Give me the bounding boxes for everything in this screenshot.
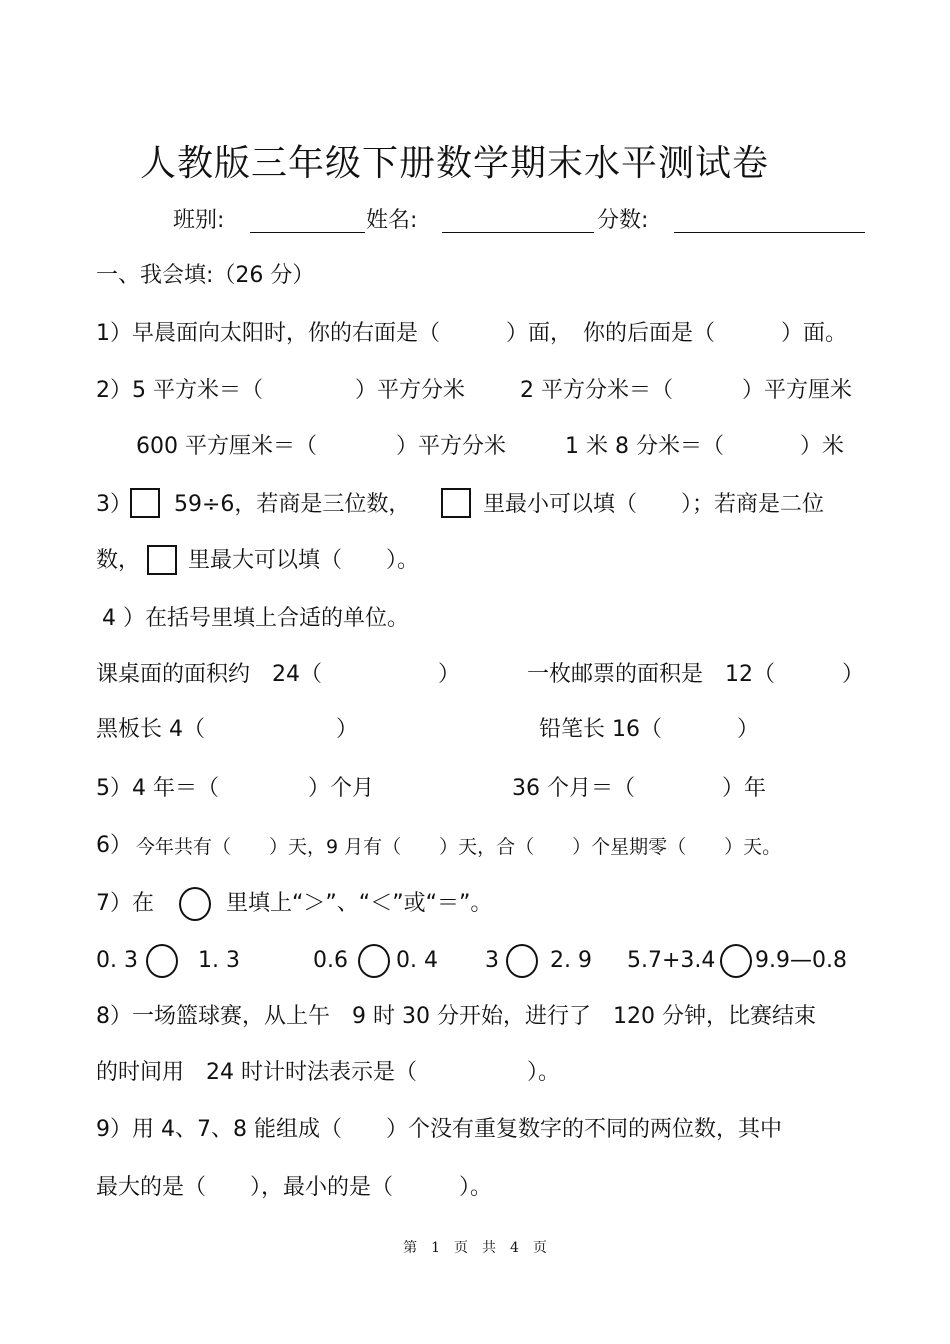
compare-1-left: 0. 3 [96,948,138,973]
question-3-part-e: 里最大可以填（ ）。 [188,548,420,573]
compare-3-right: 2. 9 [550,948,592,973]
score-field[interactable] [674,232,865,233]
compare-2-left: 0.6 [313,948,348,973]
class-field[interactable] [250,232,365,233]
question-4-desk: 课桌面的面积约 24（ [96,662,322,687]
compare-circle [179,887,211,921]
question-6-number: 6） [96,833,132,858]
answer-box [441,488,471,518]
question-5-part-a: 5）4 年＝（ [96,776,219,801]
question-7-part-a: 7）在 [96,891,154,916]
question-6-text: 今年共有（ ）天，9 月有（ ）天，合（ ）个星期零（ ）天。 [136,836,782,858]
question-9-line-2: 最大的是（ ），最小的是（ ）。 [96,1175,493,1200]
compare-circle [720,944,752,978]
question-5-part-d: ）年 [722,776,767,801]
compare-3-left: 3 [485,948,499,973]
question-2-part-d: ）平方厘米 [742,378,853,403]
question-7-part-b: 里填上“＞”、“＜”或“＝”。 [226,891,493,916]
question-2-part-f: ）平方分米 [396,434,507,459]
question-3-part-c: 里最小可以填（ ）；若商是二位 [483,492,825,517]
question-2-part-a: 2）5 平方米＝（ [96,378,263,403]
question-5-part-b: ）个月 [308,776,375,801]
question-4-pencil: 铅笔长 16（ [539,717,662,742]
class-label: 班别: [173,208,225,233]
compare-circle [146,944,178,978]
answer-box [130,488,160,518]
question-3-part-d: 数， [96,548,141,573]
compare-1-right: 1. 3 [198,948,240,973]
compare-circle [506,944,538,978]
question-2-part-c: 2 平方分米＝（ [520,378,673,403]
question-4-blackboard: 黑板长 4（ [96,717,205,742]
name-field[interactable] [442,232,594,233]
page-footer: 第 1 页 共 4 页 [403,1240,547,1256]
question-4-pencil-close: ） [737,717,760,742]
question-2-part-g: 1 米 8 分米＝（ [565,434,724,459]
question-4-heading: 4 ）在括号里填上合适的单位。 [102,606,409,631]
answer-box [147,545,177,575]
compare-4-left: 5.7+3.4 [627,948,716,973]
question-9-line-1: 9）用 4、7、8 能组成（ ）个没有重复数字的不同的两位数，其中 [96,1117,782,1142]
question-4-desk-close: ） [438,662,461,687]
compare-2-right: 0. 4 [396,948,438,973]
compare-4-right: 9.9—0.8 [755,948,847,973]
page-title: 人教版三年级下册数学期末水平测试卷 [140,143,770,184]
question-5-part-c: 36 个月＝（ [512,776,635,801]
question-4-blackboard-close: ） [336,717,359,742]
question-2-part-e: 600 平方厘米＝（ [136,434,317,459]
question-2-part-h: ）米 [800,434,845,459]
score-label: 分数: [597,208,649,233]
compare-circle [358,944,390,978]
question-1: 1）早晨面向太阳时，你的右面是（ ）面， 你的后面是（ ）面。 [96,321,847,346]
question-4-stamp: 一枚邮票的面积是 12（ [527,662,775,687]
question-4-stamp-close: ） [842,662,865,687]
question-3-part-b: 59÷6，若商是三位数， [174,492,411,517]
question-8-line-2: 的时间用 24 时计时法表示是（ ）。 [96,1060,560,1085]
question-8-line-1: 8）一场篮球赛，从上午 9 时 30 分开始，进行了 120 分钟，比赛结束 [96,1004,816,1029]
question-3-number: 3） [96,492,132,517]
section-heading: 一、我会填:（26 分） [96,263,315,288]
name-label: 姓名: [366,208,418,233]
question-2-part-b: ）平方分米 [355,378,466,403]
